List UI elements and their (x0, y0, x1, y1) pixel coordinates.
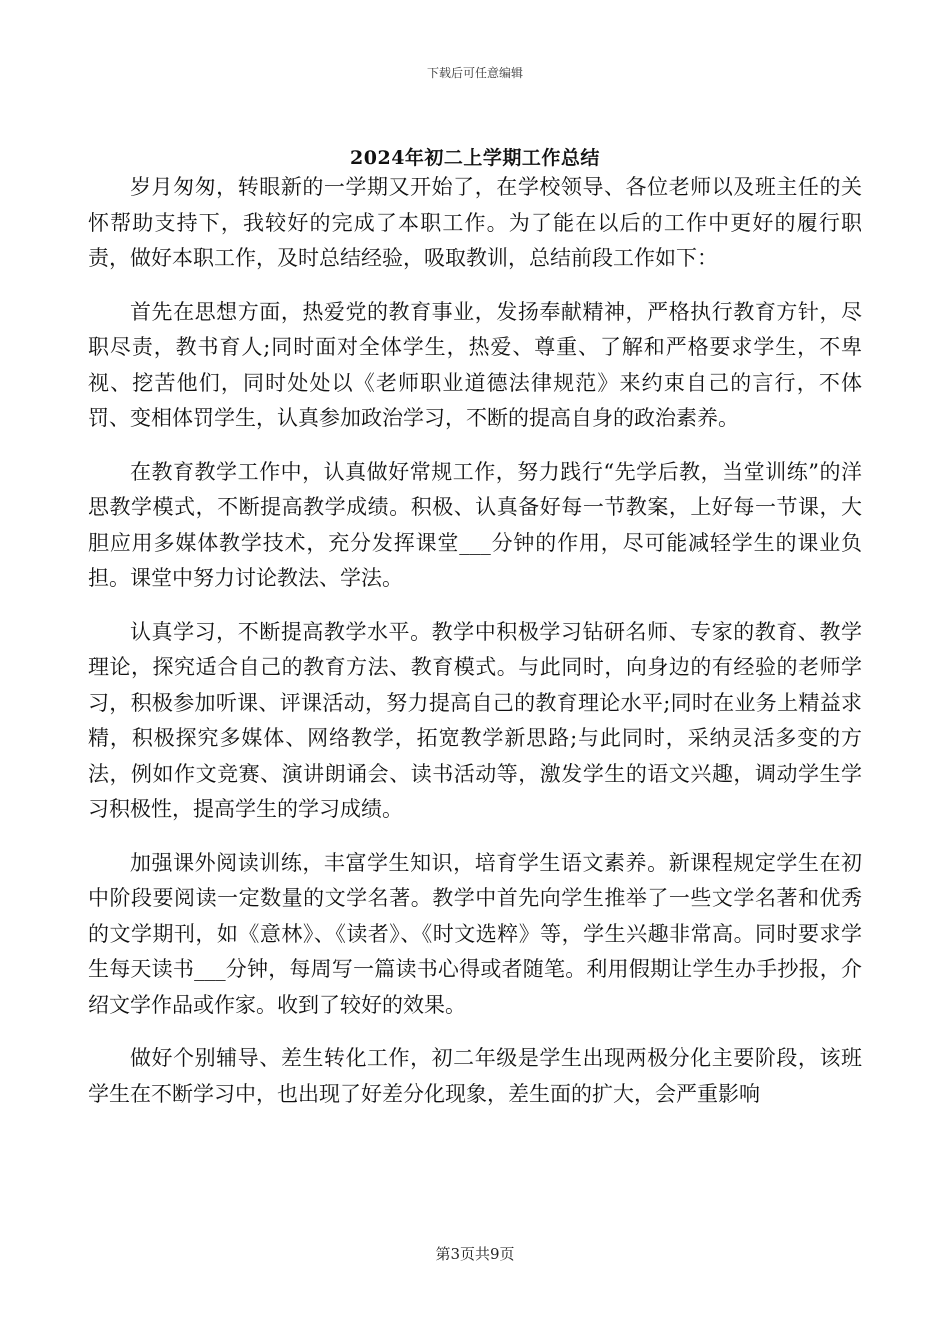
paragraph-study: 认真学习，不断提高教学水平。教学中积极学习钻研名师、专家的教育、教学理论，探究适合自己的教育方法、教育模式。与此同时，向身边的有经验的老师学习，积极参加听课、评课活动，努力提高自己的教育理论水平;同时在业务上精益求精，积极探究多媒体、网络教学，拓宽教学新思路;与此同时，采纳灵活多变的方法，例如作文竞赛、演讲朗诵会、读书活动等，激发学生的语文兴趣，调动学生学习积极性，提高学生的学习成绩。 (88, 619, 862, 821)
paragraph-tutoring: 做好个别辅导、差生转化工作，初二年级是学生出现两极分化主要阶段，该班学生在不断学习中，也出现了好差分化现象，差生面的扩大，会严重影响 (88, 1046, 862, 1106)
paragraph-teaching: 在教育教学工作中，认真做好常规工作，努力践行“先学后教，当堂训练”的洋思教学模式，不断提高教学成绩。积极、认真备好每一节教案，上好每一节课，大胆应用多媒体教学技术，充分发挥课堂___分钟的作用，尽可能减轻学生的课业负担。课堂中努力讨论教法、学法。 (88, 459, 862, 590)
paragraph-ideology: 首先在思想方面，热爱党的教育事业，发扬奉献精神，严格执行教育方针，尽职尽责，教书育人;同时面对全体学生，热爱、尊重、了解和严格要求学生，不卑视、挖苦他们，同时处处以《老师职业道德法律规范》来约束自己的言行，不体罚、变相体罚学生，认真参加政治学习，不断的提高自身的政治素养。 (88, 299, 862, 430)
document-body (88, 170, 862, 1130)
document-title: 2024年初二上学期工作总结 (350, 147, 600, 169)
paragraph-reading: 加强课外阅读训练，丰富学生知识，培育学生语文素养。新课程规定学生在初中阶段要阅读一定数量的文学名著。教学中首先向学生推举了一些文学名著和优秀的文学期刊，如《意林》、《读者》、《时文选粹》等，学生兴趣非常高。同时要求学生每天读书___分钟，每周写一篇读书心得或者随笔。利用假期让学生办手抄报，介绍文学作品或作家。收到了较好的效果。 (88, 850, 862, 1017)
page-number: 第3页共9页 (435, 1245, 515, 1263)
header-note: 下载后可任意编辑 (426, 66, 523, 80)
paragraph-intro: 岁月匆匆，转眼新的一学期又开始了，在学校领导、各位老师以及班主任的关怀帮助支持下，我较好的完成了本职工作。为了能在以后的工作中更好的履行职责，做好本职工作，及时总结经验，吸取教训，总结前段工作如下： (88, 175, 862, 270)
